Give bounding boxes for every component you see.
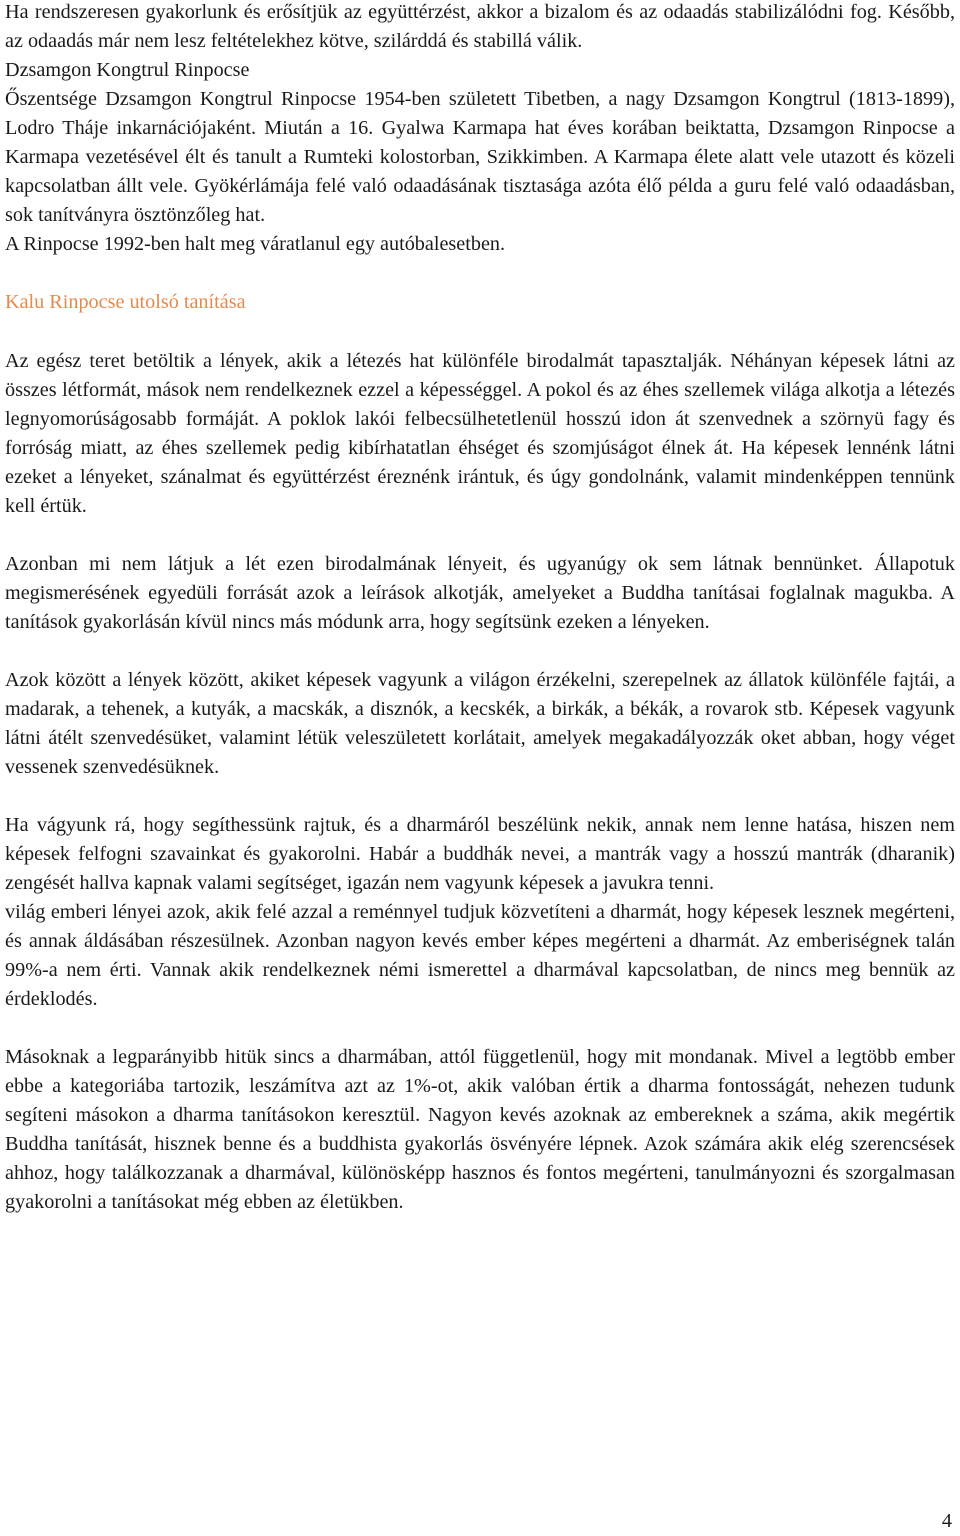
paragraph-death: A Rinpocse 1992-ben halt meg váratlanul egy autóbalesetben.: [5, 233, 506, 255]
section-paragraph-3: Azok között a lények között, akiket képesek vagyunk a világon érzékelni, szerepelnek az állatok különféle fajtái, a madarak, a tehenek, a kutyák, a macskák, a disznók, a kecskék, a birkák, a békák, a rovarok stb. Képesek vagyunk látni átélt szenvedésüket, valamint létük veleszületett korlátait, amelyek megakadályozzák oket abban, hogy véget vessenek szenvedésüknek.: [5, 669, 955, 778]
document-page: [5, 0, 955, 1217]
page-number: 4: [941, 1510, 952, 1532]
section-paragraph-1: Az egész teret betöltik a lények, akik a létezés hat különféle birodalmát tapasztalják. Néhányan képesek látni az összes létformát, mások nem rendelkeznek ezzel a képességgel. A pokol és az éhes szellemek világa alkotja a létezés legnyomorúságosabb formáját. A poklok lakói felbecsülhetetlenül hosszú idon át szenvednek a szörnyü fagy és forróság miatt, az éhes szellemek pedig kibírhatatlan éhséget és szomjúságot élnek át. Ha képesek lennénk látni ezeket a lényeket, szánalmat és együttérzést éreznénk irántuk, és úgy gondolnánk, valamit mindenképpen tennünk kell értük.: [5, 350, 955, 517]
section-heading: Kalu Rinpocse utolsó tanítása: [5, 291, 246, 313]
section-paragraph-4: Ha vágyunk rá, hogy segíthessünk rajtuk, és a dharmáról beszélünk nekik, annak nem lenne hatása, hiszen nem képesek felfogni szavainkat és gyakorolni. Habár a buddhák nevei, a mantrák vagy a hosszú mantrák (dharanik) zengését hallva kapnak valami segítséget, igazán nem vagyunk képesek a javukra tenni.: [5, 814, 955, 894]
paragraph-devotion: Ha rendszeresen gyakorlunk és erősítjük az együttérzést, akkor a bizalom és az odaadás stabilizálódni fog. Később, az odaadás már nem lesz feltételekhez kötve, szilárddá és stabillá válik.: [5, 1, 955, 52]
paragraph-name-title: Dzsamgon Kongtrul Rinpocse: [5, 59, 250, 81]
section-paragraph-6: Másoknak a legparányibb hitük sincs a dharmában, attól függetlenül, hogy mit mondanak. Mivel a legtöbb ember ebbe a kategoriába tartozik, leszámítva azt az 1%-ot, akik valóban értik a dharma fontosságát, nehezen tudunk segíteni másokon a dharma tanításokon keresztül. Nagyon kevés azoknak az embereknek a száma, akik megértik Buddha tanítását, hisznek benne és a buddhista gyakorlás ösvényére lépnek. Azok számára akik elég szerencsések ahhoz, hogy találkozzanak a dharmával, különösképp hasznos és fontos megérteni, tanulmányozni és szorgalmasan gyakorolni a tanításokat még ebben az életükben.: [5, 1046, 955, 1213]
section-paragraph-2: Azonban mi nem látjuk a lét ezen birodalmának lényeit, és ugyanúgy ok sem látnak bennünket. Állapotuk megismerésének egyedüli forrását azok a leírások alkotják, amelyeket a Buddha tanításai foglalnak magukba. A tanítások gyakorlásán kívül nincs más módunk arra, hogy segítsünk ezeken a lényeken.: [5, 553, 955, 633]
section-paragraph-5: világ emberi lényei azok, akik felé azzal a reménnyel tudjuk közvetíteni a dharmát, hogy képesek lesznek megérteni, és annak áldásában részesülnek. Azonban nagyon kevés ember képes megérteni a dharmát. Az emberiségnek talán 99%-a nem érti. Vannak akik rendelkeznek némi ismerettel a dharmával kapcsolatban, de nincs meg bennük az érdeklodés.: [5, 901, 955, 1010]
paragraph-biography: Őszentsége Dzsamgon Kongtrul Rinpocse 1954-ben született Tibetben, a nagy Dzsamgon Kongtrul (1813-1899), Lodro Tháje inkarnációjaként. Miután a 16. Gyalwa Karmapa hat éves korában beiktatta, Dzsamgon Rinpocse a Karmapa vezetésével élt és tanult a Rumteki kolostorban, Szikkimben. A Karmapa élete alatt vele utazott és közeli kapcsolatban állt vele. Gyökérlámája felé való odaadásának tisztasága azóta élő példa a guru felé való odaadásban, sok tanítványra ösztönzőleg hat.: [5, 88, 955, 226]
